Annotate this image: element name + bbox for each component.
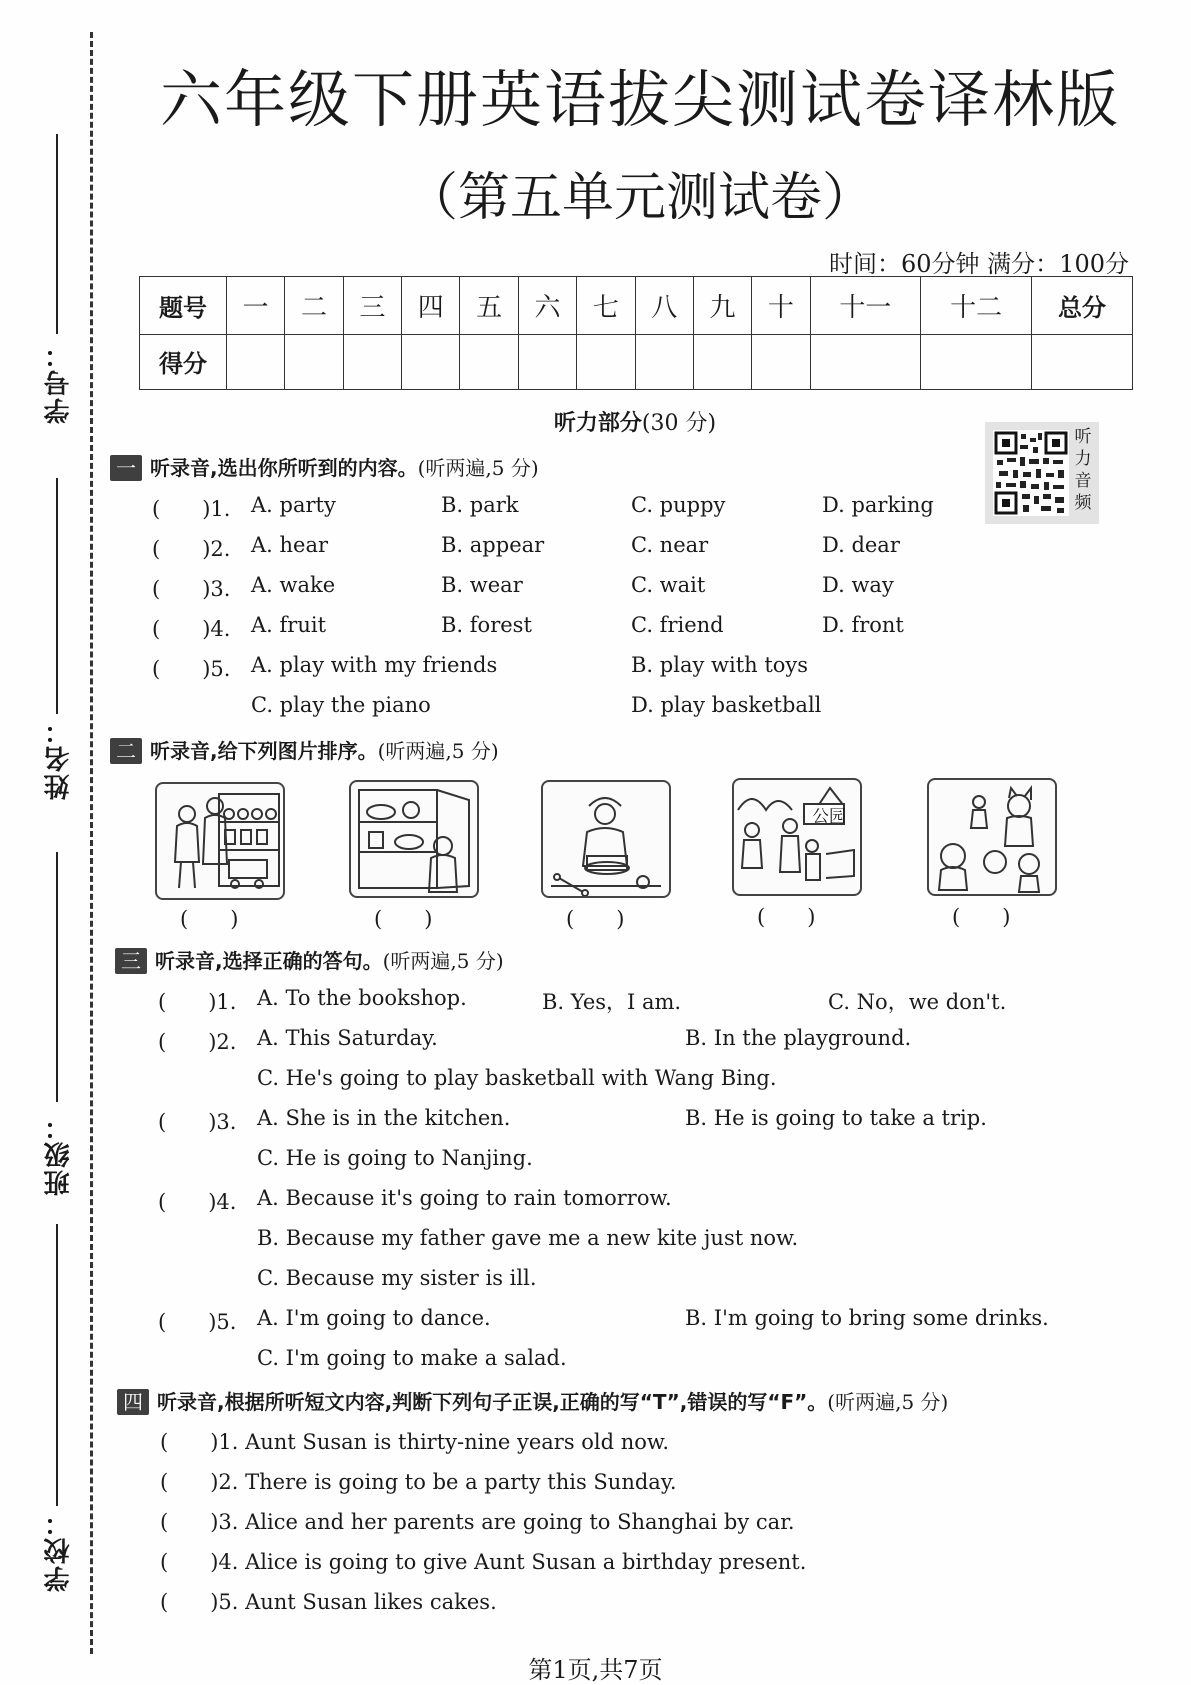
- score-header-cell: 二: [285, 277, 343, 335]
- s3-q4-option-b: B. Because my father gave me a new kite just now.: [257, 1226, 799, 1250]
- picture-shopping: [155, 782, 285, 900]
- picture-fridge: [349, 780, 479, 898]
- s3-q1-number: ( )1.: [158, 990, 237, 1014]
- listening-heading-score: (30 分): [641, 411, 717, 436]
- section-2-number: 二: [110, 738, 142, 764]
- score-cell[interactable]: [693, 334, 751, 389]
- s4-statement-1: ( )1. Aunt Susan is thirty-nine years old now.: [160, 1430, 670, 1454]
- qr-code-audio[interactable]: [985, 422, 1099, 524]
- section-3-number: 三: [115, 948, 147, 974]
- score-cell[interactable]: [810, 334, 921, 389]
- page-subtitle: （第五单元测试卷）: [405, 168, 874, 228]
- s3-q2-option-b: B. In the playground.: [685, 1026, 912, 1050]
- score-table-score-row: [140, 334, 1133, 389]
- section-1-number: 一: [110, 455, 142, 481]
- s1-q3-option-d: D. way: [822, 573, 894, 597]
- name-label: 姓名：: [44, 716, 74, 800]
- s3-q4-option-c: C. Because my sister is ill.: [257, 1266, 537, 1290]
- s1-q4-option-b: B. forest: [441, 613, 532, 637]
- picture-cake: [541, 780, 671, 898]
- picture-3-blank[interactable]: ( ): [566, 907, 625, 931]
- s3-q3-number: ( )3.: [158, 1110, 237, 1134]
- class-label: 班级：: [44, 1112, 74, 1196]
- animal-party-icon: [929, 780, 1055, 894]
- time-info: 时间：60分钟 满分：100分: [829, 250, 1129, 278]
- class-line: [56, 852, 58, 1102]
- s3-q1-option-a: A. To the bookshop.: [257, 986, 467, 1010]
- s1-q2-option-d: D. dear: [822, 533, 900, 557]
- s1-q5-option-d: D. play basketball: [631, 693, 822, 717]
- s1-q1-option-d: D. parking: [822, 493, 934, 517]
- score-header-cell: 总分: [1032, 277, 1133, 335]
- score-header-cell: 十二: [921, 277, 1032, 335]
- score-cell[interactable]: [577, 334, 635, 389]
- s1-q5-option-a: A. play with my friends: [251, 653, 498, 677]
- score-table-header-row: [140, 277, 1133, 335]
- s1-q3-number: ( )3.: [152, 577, 231, 601]
- picture-party: [927, 778, 1057, 896]
- school-label: 学校：: [44, 1508, 74, 1592]
- score-cell[interactable]: [285, 334, 343, 389]
- picture-5-blank[interactable]: ( ): [952, 905, 1011, 929]
- section-1-heading: [110, 452, 539, 481]
- shopping-scene-icon: [157, 784, 283, 898]
- s4-statement-2: ( )2. There is going to be a party this Sunday.: [160, 1470, 677, 1494]
- section-4-number: 四: [117, 1389, 149, 1415]
- section-2-note: (听两遍,5 分): [377, 739, 499, 763]
- s3-q5-option-b: B. I'm going to bring some drinks.: [685, 1306, 1049, 1330]
- s1-q3-option-c: C. wait: [631, 573, 706, 597]
- park-scene-icon: [734, 780, 860, 894]
- s1-q5-number: ( )5.: [152, 657, 231, 681]
- section-1-instruction: 听录音,选出你所听到的内容。: [150, 456, 418, 480]
- s1-q4-number: ( )4.: [152, 617, 231, 641]
- s1-q1-option-b: B. park: [441, 493, 519, 517]
- score-header-cell: 十: [752, 277, 810, 335]
- section-2-heading: [110, 735, 499, 764]
- qr-code-icon: [993, 430, 1069, 516]
- score-header-cell: 四: [402, 277, 460, 335]
- s3-q3-option-b: B. He is going to take a trip.: [685, 1106, 987, 1130]
- s3-q1-option-c: C. No，we don't.: [828, 990, 1007, 1014]
- s3-q2-option-a: A. This Saturday.: [257, 1026, 438, 1050]
- binding-dashed-line: [90, 32, 93, 1654]
- s1-q4-option-a: A. fruit: [251, 613, 327, 637]
- score-header-cell: 题号: [140, 277, 227, 335]
- s1-q3-option-a: A. wake: [251, 573, 336, 597]
- section-4-note: (听两遍,5 分): [827, 1390, 949, 1414]
- section-3-heading: [115, 945, 504, 974]
- s1-q2-option-b: B. appear: [441, 533, 545, 557]
- score-header-cell: 一: [227, 277, 285, 335]
- score-header-cell: 八: [635, 277, 693, 335]
- s3-q3-option-c: C. He is going to Nanjing.: [257, 1146, 533, 1170]
- s3-q1-option-b: B. Yes，I am.: [542, 990, 682, 1014]
- score-cell[interactable]: [343, 334, 401, 389]
- score-header-cell: 九: [693, 277, 751, 335]
- score-header-cell: 五: [460, 277, 518, 335]
- score-cell[interactable]: [460, 334, 518, 389]
- s1-q3-option-b: B. wear: [441, 573, 523, 597]
- score-table: [139, 276, 1133, 390]
- s3-q2-number: ( )2.: [158, 1030, 237, 1054]
- s1-q4-option-c: C. friend: [631, 613, 724, 637]
- score-cell[interactable]: [921, 334, 1032, 389]
- section-4-instruction: 听录音,根据所听短文内容,判断下列句子正误,正确的写“T”,错误的写“F”。: [157, 1390, 828, 1414]
- s4-statement-3: ( )3. Alice and her parents are going to Shanghai by car.: [160, 1510, 795, 1534]
- s1-q1-option-a: A. party: [251, 493, 336, 517]
- name-line: [56, 478, 58, 714]
- page-footer: 第1页,共7页: [528, 1656, 663, 1684]
- score-header-cell: 三: [343, 277, 401, 335]
- section-4-heading: [117, 1386, 948, 1415]
- s3-q5-number: ( )5.: [158, 1310, 237, 1334]
- s1-q2-option-c: C. near: [631, 533, 709, 557]
- s4-statement-4: ( )4. Alice is going to give Aunt Susan a birthday present.: [160, 1550, 807, 1574]
- section-1-note: (听两遍,5 分): [417, 456, 539, 480]
- score-cell[interactable]: [635, 334, 693, 389]
- s3-q4-option-a: A. Because it's going to rain tomorrow.: [257, 1186, 672, 1210]
- score-cell[interactable]: [227, 334, 285, 389]
- s1-q4-option-d: D. front: [822, 613, 904, 637]
- s1-q1-number: ( )1.: [152, 497, 231, 521]
- score-cell[interactable]: [402, 334, 460, 389]
- score-cell[interactable]: [518, 334, 576, 389]
- score-header-cell: 六: [518, 277, 576, 335]
- section-3-note: (听两遍,5 分): [382, 949, 504, 973]
- section-2-instruction: 听录音,给下列图片排序。: [150, 739, 378, 763]
- s3-q5-option-a: A. I'm going to dance.: [257, 1306, 491, 1330]
- baking-cake-icon: [543, 782, 669, 896]
- score-header-cell: 十一: [810, 277, 921, 335]
- s1-q2-option-a: A. hear: [251, 533, 329, 557]
- fridge-scene-icon: [351, 782, 477, 896]
- listening-heading-label: 听力部分: [553, 411, 642, 436]
- student-id-label: 学号：: [44, 340, 74, 424]
- score-cell[interactable]: [1032, 334, 1133, 389]
- s3-q4-number: ( )4.: [158, 1190, 237, 1214]
- picture-1-blank[interactable]: ( ): [180, 907, 239, 931]
- s1-q2-number: ( )2.: [152, 537, 231, 561]
- s1-q1-option-c: C. puppy: [631, 493, 726, 517]
- s1-q5-option-b: B. play with toys: [631, 653, 809, 677]
- picture-park: [732, 778, 862, 896]
- page-title: 六年级下册英语拔尖测试卷译林版: [159, 63, 1120, 136]
- s3-q2-option-c: C. He's going to play basketball with Wang Bing.: [257, 1066, 777, 1090]
- section-3-instruction: 听录音,选择正确的答句。: [155, 949, 383, 973]
- student-id-line: [56, 134, 58, 334]
- park-sign-text: 公园: [812, 807, 846, 827]
- s1-q5-option-c: C. play the piano: [251, 693, 431, 717]
- s4-statement-5: ( )5. Aunt Susan likes cakes.: [160, 1590, 497, 1614]
- school-line: [56, 1224, 58, 1506]
- picture-2-blank[interactable]: ( ): [374, 907, 433, 931]
- picture-4-blank[interactable]: ( ): [757, 905, 816, 929]
- score-header-cell: 七: [577, 277, 635, 335]
- score-cell[interactable]: [752, 334, 810, 389]
- qr-label: 听力音频: [1074, 427, 1092, 513]
- score-row-label: 得分: [140, 334, 227, 389]
- s3-q5-option-c: C. I'm going to make a salad.: [257, 1346, 567, 1370]
- s3-q3-option-a: A. She is in the kitchen.: [257, 1106, 511, 1130]
